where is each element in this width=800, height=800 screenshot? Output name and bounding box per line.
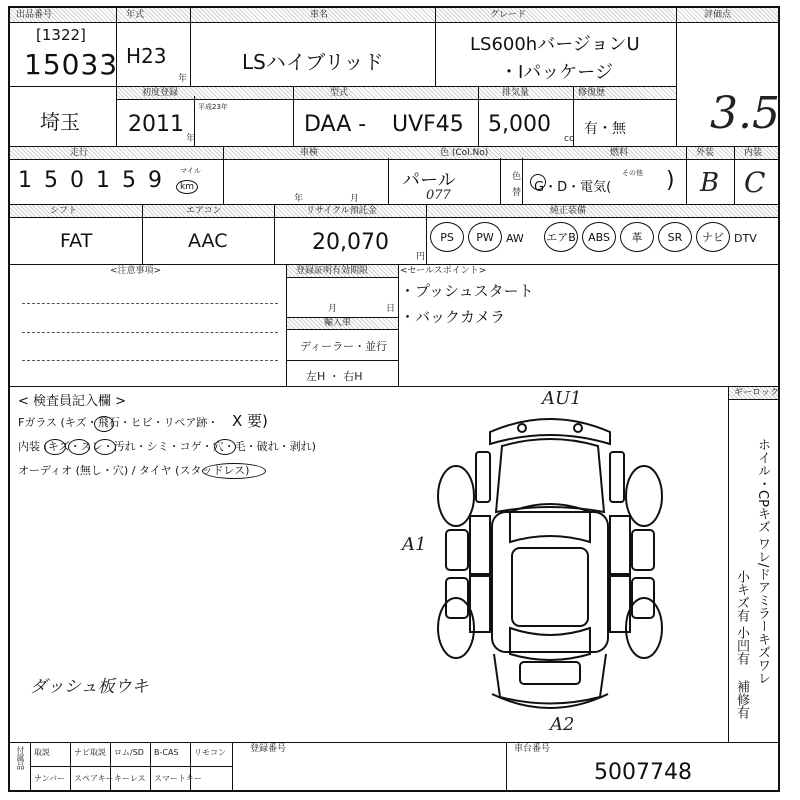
diagram-mark-top: AU1: [542, 388, 582, 409]
ac-label: エアコン: [186, 206, 222, 216]
mileage-digit: 9: [148, 168, 162, 193]
mileage-digit: 5: [122, 168, 136, 193]
fuel-label: 燃料: [610, 148, 629, 158]
record-month: 月: [328, 304, 338, 314]
displacement-value: 5,000: [488, 112, 551, 137]
grade-line2: ・Iパッケージ: [500, 62, 613, 83]
interior-circle-3: [94, 439, 116, 455]
record-day: 日: [386, 304, 396, 314]
model-prefix: DAA -: [304, 112, 367, 137]
color-label-change: 替: [512, 188, 522, 198]
diagram-mark-bottom: A2: [550, 714, 575, 735]
equipment-7: SR: [658, 222, 692, 252]
interior-circle-4: [214, 439, 236, 455]
first-reg-label: 初度登録: [142, 88, 179, 98]
grade-label: グレード: [490, 10, 527, 20]
interior-grade: C: [744, 166, 766, 199]
mileage-digit: 1: [18, 168, 32, 193]
fuel-options: G・D・電気(: [534, 180, 612, 195]
first-reg-unit: 年: [186, 134, 196, 144]
inspection-month-unit: 月: [350, 194, 360, 204]
inspection-year-unit: 年: [294, 194, 304, 204]
mileage-label: 走行: [70, 148, 89, 158]
mileage-digit: 1: [96, 168, 110, 193]
exterior-grade: B: [700, 168, 720, 198]
key-label: ギーロック: [734, 388, 779, 398]
color-name: パール: [402, 170, 456, 191]
auction-sheet: [8, 6, 780, 792]
notes-label: <注意事項>: [110, 266, 162, 276]
lot-number: 15033: [24, 48, 119, 81]
model-label: 車名: [310, 10, 329, 20]
model-code: UVF45: [392, 112, 464, 137]
model-name: LSハイブリッド: [242, 50, 384, 74]
interior-circle-2: [68, 439, 90, 455]
accessory-top-3: ロム/SD: [114, 748, 144, 757]
equipment-label: 純正装備: [550, 206, 587, 216]
ext-label: 外装: [696, 148, 715, 158]
import-label: 輸入車: [324, 318, 352, 328]
interior-circle-1: [44, 439, 66, 455]
recycle-value: 20,070: [312, 230, 389, 255]
accessory-bottom-3: キーレス: [114, 774, 146, 783]
mileage-unit-km: km: [176, 180, 198, 194]
recycle-label: リサイクル預託金: [306, 206, 377, 216]
displacement-unit: cc: [564, 134, 574, 144]
color-code: 077: [426, 188, 451, 203]
cc-label: 排気量: [502, 88, 530, 98]
int-label: 内装: [744, 148, 763, 158]
mileage-unit-mile: マイル: [180, 167, 201, 175]
first-reg-year: 2011: [128, 112, 184, 137]
repair-history: 有・無: [584, 121, 626, 137]
grade-line1: LS600hバージョンU: [470, 34, 640, 55]
tire-circle: [202, 463, 266, 479]
serial-label: 車台番号: [514, 744, 551, 754]
right-note-1: ホイル・CPキズ ワレ/ドアミラーキズワレ: [755, 438, 770, 685]
car-damage-diagram: [430, 392, 670, 722]
header-band-4: [10, 205, 778, 218]
inspector-audio: オーディオ (無し・穴) / タイヤ (スタッドレス): [18, 464, 250, 477]
inspector-label: < 検査員記入欄 >: [18, 394, 127, 409]
year-label: 年式: [126, 10, 145, 20]
accessory-bottom-1: ナンバー: [34, 774, 66, 783]
year-era: H23: [126, 44, 167, 68]
year-unit: 年: [178, 74, 188, 84]
record-label: 登録証明有効期限: [296, 266, 369, 276]
equipment-8: ナビ: [696, 222, 730, 252]
score-label: 評価点: [704, 10, 732, 20]
header-band-3: [10, 147, 778, 160]
shift-label: シフト: [50, 206, 78, 216]
equipment-5: ABS: [582, 222, 616, 252]
note-line: [22, 332, 278, 333]
inspector-glass-mark: X 要): [232, 412, 268, 430]
lot-code: [1322]: [36, 26, 86, 44]
inspector-glass: Fガラス (キズ・飛石・ヒビ・リペア跡・: [18, 416, 219, 429]
note-line: [22, 303, 278, 304]
inspector-interior: 内装 (キズ・スレ・汚れ・シミ・コゲ・穴・毛・破れ・剥れ): [18, 440, 316, 453]
color-label-color: 色: [512, 172, 522, 182]
shift-value: FAT: [60, 230, 93, 252]
aircon-value: AAC: [188, 230, 228, 252]
equipment-1: PS: [430, 222, 464, 252]
accessory-top-5: リモコン: [194, 748, 226, 757]
accessory-top-2: ナビ取説: [74, 748, 106, 757]
mileage-digit: 0: [70, 168, 84, 193]
equipment-9: DTV: [734, 232, 757, 245]
right-note-2: 小キズ有 小凹有: [734, 570, 749, 666]
equipment-4: エアB: [544, 222, 578, 252]
accessory-top-4: B-CAS: [154, 748, 179, 757]
note-line: [22, 360, 278, 361]
diagram-mark-left: A1: [402, 534, 427, 555]
right-note-3: 補修有: [734, 680, 749, 719]
accessory-top-1: 取説: [34, 748, 50, 757]
accessories-label: 付属品: [16, 746, 25, 770]
lot-label: 出品番号: [16, 10, 53, 20]
repair-label: 修復歴: [578, 88, 606, 98]
sales-points-label: <セールスポイント>: [400, 266, 487, 276]
equipment-6: 革: [620, 222, 654, 252]
equipment-2: PW: [468, 222, 502, 252]
plate-label: 登録番号: [250, 744, 287, 754]
type-label: 型式: [330, 88, 349, 98]
dealer-parallel: ディーラー・並行: [300, 340, 388, 353]
sales-point-2: ・バックカメラ: [400, 308, 506, 326]
accessory-bottom-2: スペアキー: [74, 774, 114, 783]
fuel-close: ): [666, 168, 675, 193]
glass-circle: [94, 416, 114, 432]
mileage-digit: 5: [44, 168, 58, 193]
color-label: 色 (Col.No): [440, 148, 489, 158]
sales-point-1: ・プッシュスタート: [400, 282, 534, 300]
recycle-unit: 円: [416, 252, 426, 262]
equipment-3: AW: [506, 232, 524, 245]
inspection-label: 車検: [300, 148, 319, 158]
accessory-bottom-4: スマートキー: [154, 774, 202, 783]
handle-side: 左H ・ 右H: [306, 370, 363, 383]
score-value: 3.5: [710, 88, 780, 139]
first-reg-note: 平成23年: [198, 103, 228, 111]
region: 埼玉: [40, 110, 80, 134]
inspector-hand-note: ダッシュ板ウキ: [30, 677, 149, 697]
chassis-number: 5007748: [594, 760, 692, 785]
fuel-other: その他: [622, 169, 643, 177]
